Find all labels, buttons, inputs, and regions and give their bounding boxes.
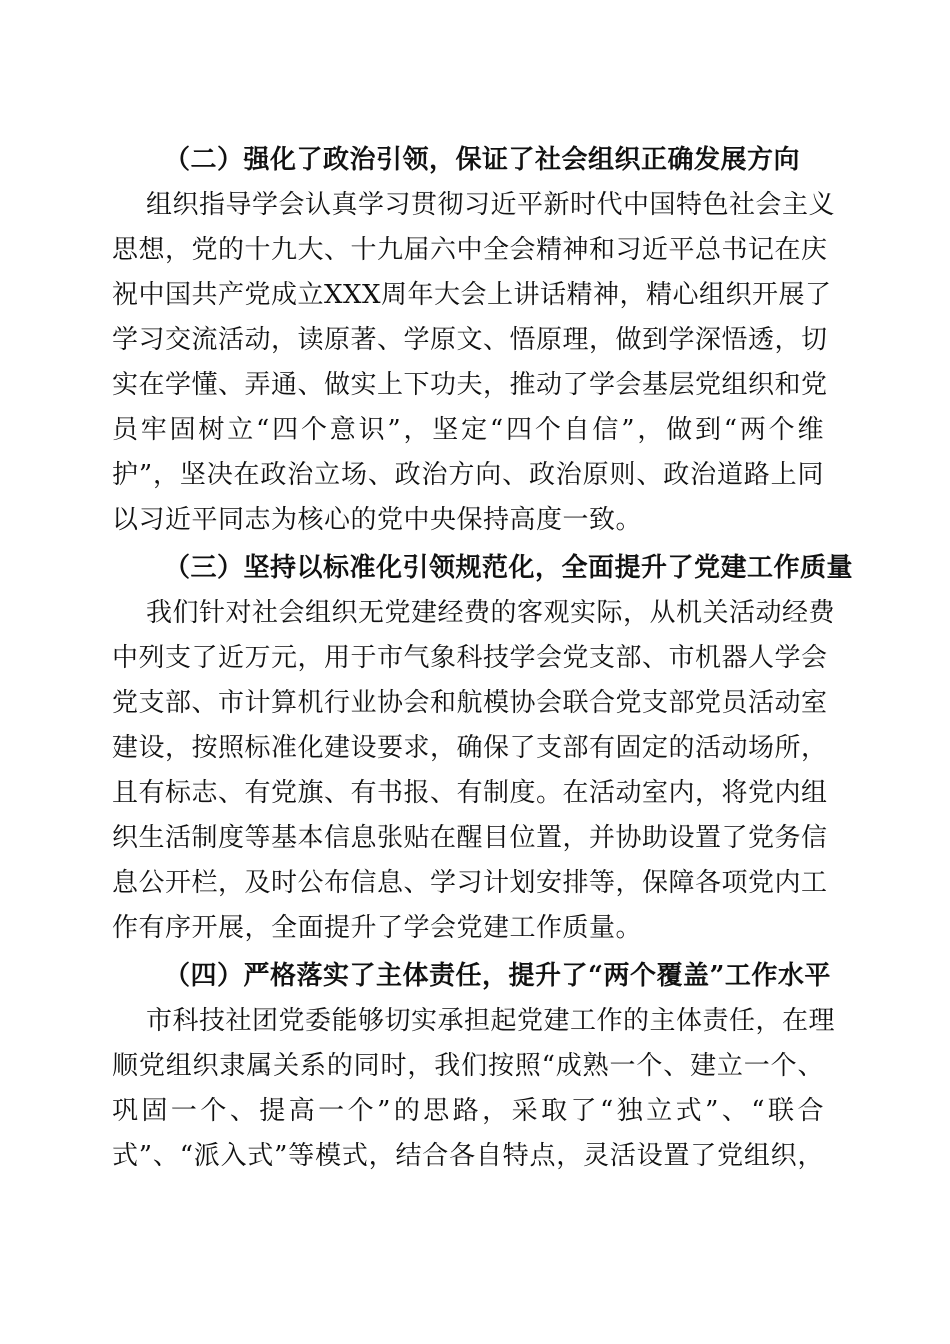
paragraph-line: 护”，坚决在政治立场、政治方向、政治原则、政治道路上同 xyxy=(112,460,824,490)
section-heading: （二）强化了政治引领，保证了社会组织正确发展方向 xyxy=(164,145,801,175)
paragraph-line: 学习交流活动，读原著、学原文、悟原理，做到学深悟透，切 xyxy=(112,325,828,355)
section-paragraph xyxy=(112,591,836,951)
paragraph-line: 织生活制度等基本信息张贴在醒目位置，并协助设置了党务信 xyxy=(112,823,828,853)
paragraph-line: 党支部、市计算机行业协会和航模协会联合党支部党员活动室 xyxy=(112,688,828,718)
paragraph-line: 祝中国共产党成立XXX周年大会上讲话精神，精心组织开展了 xyxy=(112,280,832,310)
paragraph-line: 市科技社团党委能够切实承担起党建工作的主体责任，在理 xyxy=(146,1006,836,1036)
section-3 xyxy=(112,546,854,951)
paragraph-line: 以习近平同志为核心的党中央保持高度一致。 xyxy=(112,505,643,535)
section-paragraph xyxy=(112,183,836,543)
paragraph-line: 顺党组织隶属关系的同时，我们按照“成熟一个、建立一个、 xyxy=(112,1051,824,1081)
section-heading: （三）坚持以标准化引领规范化，全面提升了党建工作质量 xyxy=(164,553,854,583)
section-4 xyxy=(112,954,836,1179)
paragraph-line: 思想，党的十九大、十九届六中全会精神和习近平总书记在庆 xyxy=(112,235,828,265)
paragraph-line: 组织指导学会认真学习贯彻习近平新时代中国特色社会主义 xyxy=(146,190,836,220)
document-body xyxy=(112,138,854,1179)
paragraph-line: 作有序开展，全面提升了学会党建工作质量。 xyxy=(112,913,643,943)
paragraph-line: 我们针对社会组织无党建经费的客观实际，从机关活动经费 xyxy=(146,598,836,628)
paragraph-line: 巩固一个、提高一个”的思路，采取了“独立式”、“联合 xyxy=(112,1096,824,1126)
paragraph-line: 实在学懂、弄通、做实上下功夫，推动了学会基层党组织和党 xyxy=(112,370,828,400)
paragraph-line: 员牢固树立“四个意识”，坚定“四个自信”，做到“两个维 xyxy=(112,415,824,445)
section-2 xyxy=(112,138,836,543)
section-paragraph xyxy=(112,999,836,1179)
paragraph-line: 中列支了近万元，用于市气象科技学会党支部、市机器人学会 xyxy=(112,643,828,673)
paragraph-line: 建设，按照标准化建设要求，确保了支部有固定的活动场所， xyxy=(112,733,828,763)
section-heading: （四）严格落实了主体责任，提升了“两个覆盖”工作水平 xyxy=(164,961,831,991)
paragraph-line: 息公开栏，及时公布信息、学习计划安排等，保障各项党内工 xyxy=(112,868,828,898)
paragraph-line: 式”、“派入式”等模式，结合各自特点，灵活设置了党组织， xyxy=(112,1141,824,1171)
paragraph-line: 且有标志、有党旗、有书报、有制度。在活动室内，将党内组 xyxy=(112,778,828,808)
